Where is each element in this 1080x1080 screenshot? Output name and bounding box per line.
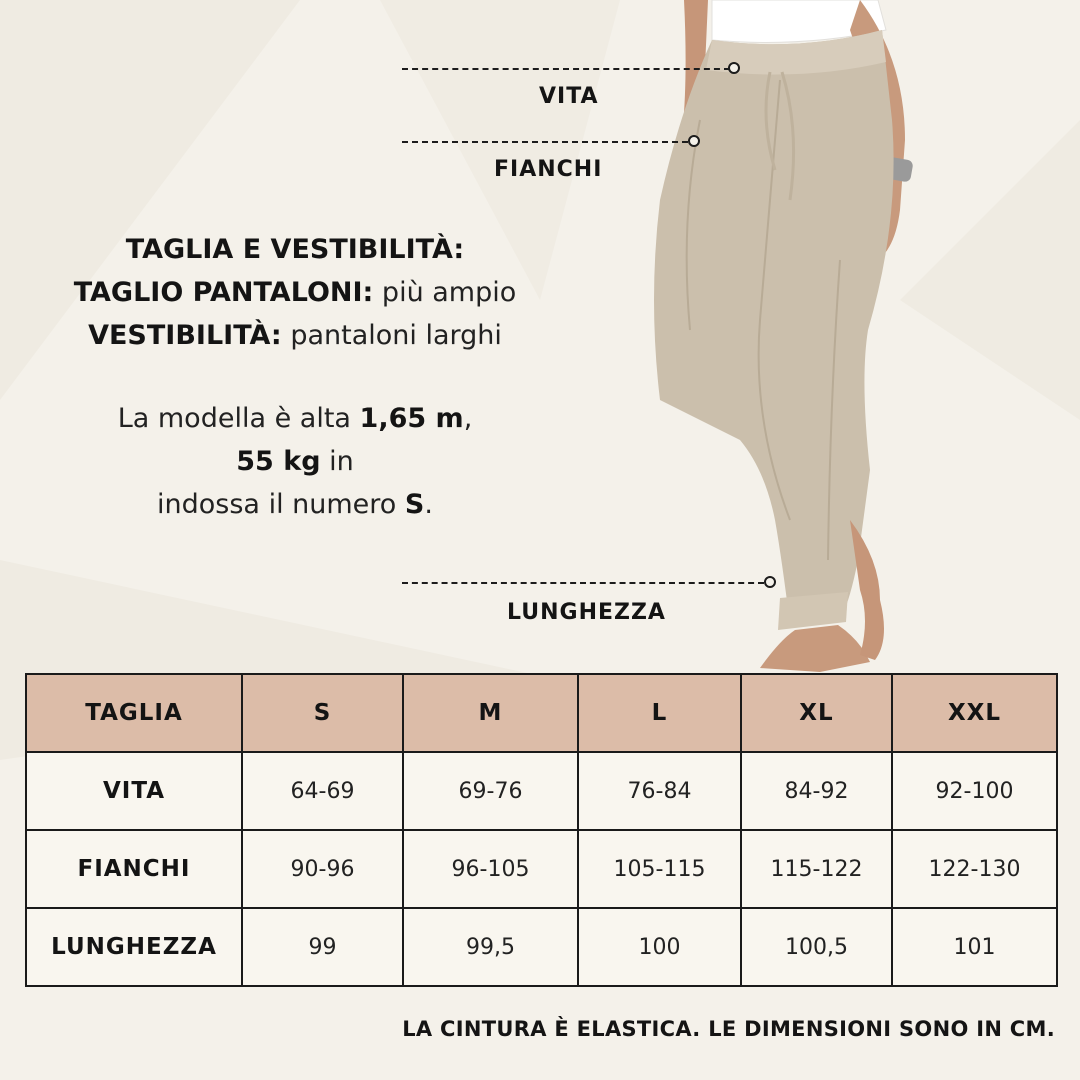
header-xxl: XXL [892, 674, 1057, 752]
waist-label: VITA [539, 84, 599, 109]
footer-note: LA CINTURA È ELASTICA. LE DIMENSIONI SONO IN CM. [402, 1017, 1055, 1041]
fit-heading: TAGLIA E VESTIBILITÀ: [125, 234, 465, 265]
header-l: L [578, 674, 741, 752]
header-size: TAGLIA [26, 674, 242, 752]
waist-marker-icon [728, 62, 740, 74]
table-cell: 99 [242, 908, 403, 986]
table-row [26, 752, 1057, 830]
hips-dashed-line [402, 141, 688, 143]
table-cell: 92-100 [892, 752, 1057, 830]
table-cell: 115-122 [741, 830, 892, 908]
row-label-hips: FIANCHI [26, 830, 242, 908]
table-cell: 69-76 [403, 752, 578, 830]
row-label-length: LUNGHEZZA [26, 908, 242, 986]
table-row [26, 908, 1057, 986]
header-s: S [242, 674, 403, 752]
table-cell: 84-92 [741, 752, 892, 830]
table-cell: 122-130 [892, 830, 1057, 908]
waist-dashed-line [402, 68, 730, 70]
hips-label: FIANCHI [494, 157, 603, 182]
model-size-line: indossa il numero S. [157, 489, 433, 520]
model-weight-line: 55 kg in [236, 446, 354, 477]
table-row [26, 830, 1057, 908]
table-cell: 100 [578, 908, 741, 986]
table-cell: 64-69 [242, 752, 403, 830]
cut-line: TAGLIO PANTALONI: più ampio [73, 277, 517, 308]
table-cell: 101 [892, 908, 1057, 986]
table-cell: 100,5 [741, 908, 892, 986]
header-m: M [403, 674, 578, 752]
table-cell: 90-96 [242, 830, 403, 908]
length-marker-icon [764, 576, 776, 588]
length-label: LUNGHEZZA [507, 600, 666, 625]
length-dashed-line [402, 582, 764, 584]
header-xl: XL [741, 674, 892, 752]
model-height-line: La modella è alta 1,65 m, [117, 403, 473, 434]
table-cell: 96-105 [403, 830, 578, 908]
fit-line: VESTIBILITÀ: pantaloni larghi [88, 320, 502, 351]
fit-info [30, 228, 560, 526]
row-label-waist: VITA [26, 752, 242, 830]
table-cell: 99,5 [403, 908, 578, 986]
table-cell: 105-115 [578, 830, 741, 908]
size-chart-table [25, 673, 1058, 987]
table-header-row [26, 674, 1057, 752]
table-cell: 76-84 [578, 752, 741, 830]
hips-marker-icon [688, 135, 700, 147]
